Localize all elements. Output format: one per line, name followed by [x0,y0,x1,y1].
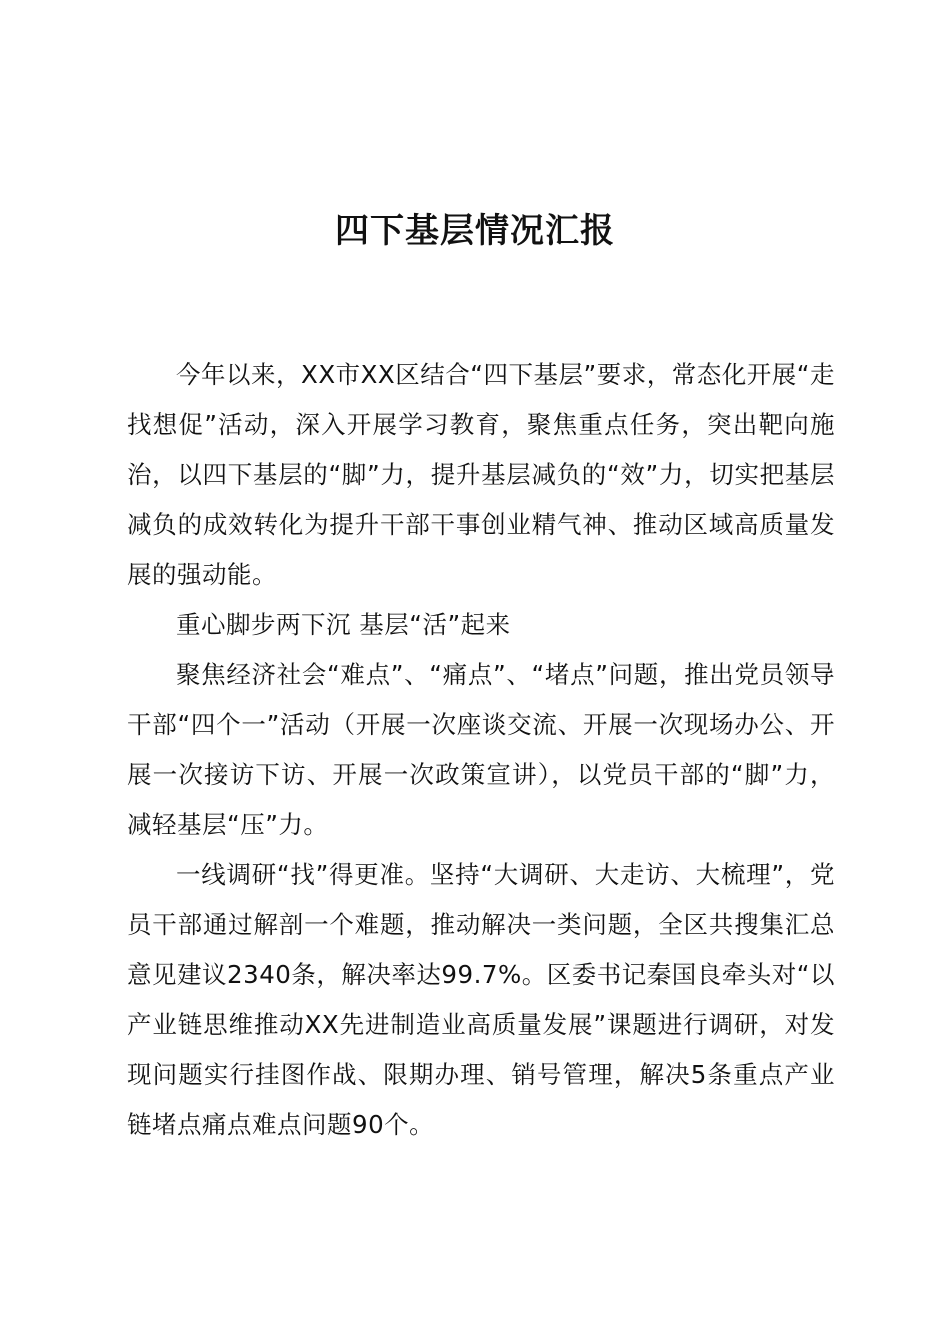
paragraph-focus-issues: 聚焦经济社会“难点”、“痛点”、“堵点”问题，推出党员领导干部“四个一”活动（开展一次座谈交流、开展一次现场办公、开展一次接访下访、开展一次政策宣讲），以党员干部的“脚”力，减轻基层“压”力。 [127,660,835,839]
paragraph-research: 一线调研“找”得更准。坚持“大调研、大走访、大梳理”，党员干部通过解剖一个难题，推动解决一类问题，全区共搜集汇总意见建议2340条，解决率达99.7%。区委书记秦国良牵头对“以产业链思维推动XX先进制造业高质量发展”课题进行调研，对发现问题实行挂图作战、限期办理、销号管理，解决5条重点产业链堵点痛点难点问题90个。 [127,860,835,1139]
document-body [127,350,835,1150]
paragraph-intro: 今年以来，XX市XX区结合“四下基层”要求，常态化开展“走找想促”活动，深入开展学习教育，聚焦重点任务，突出靶向施治，以四下基层的“脚”力，提升基层减负的“效”力，切实把基层减负的成效转化为提升干部干事创业精气神、推动区域高质量发展的强动能。 [127,360,835,589]
document-title: 四下基层情况汇报 [335,211,615,251]
paragraph-subheading: 重心脚步两下沉 基层“活”起来 [176,610,511,639]
